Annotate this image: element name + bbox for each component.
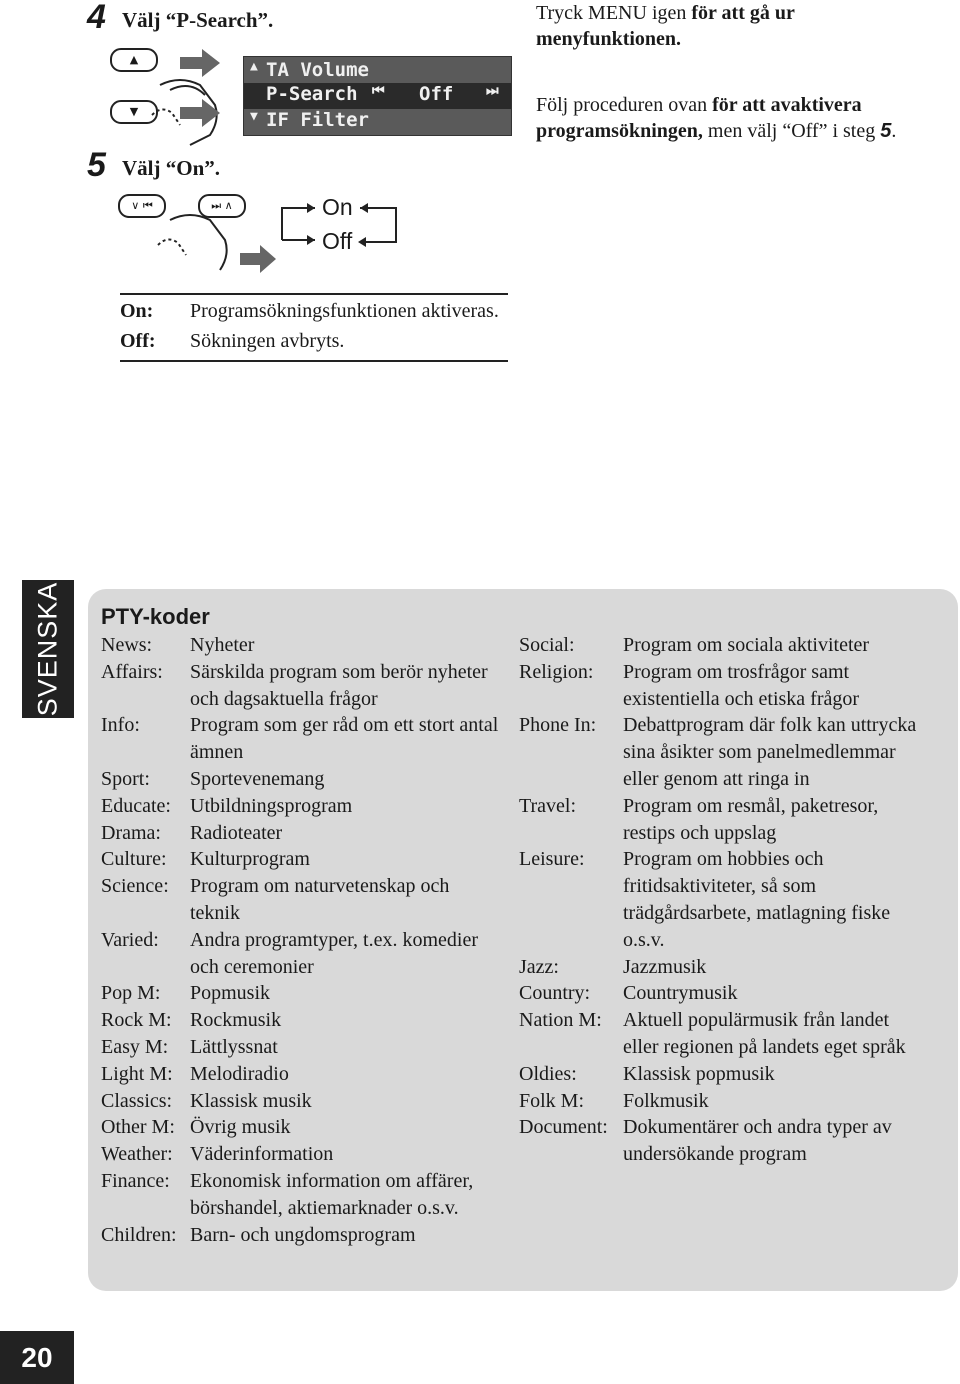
pty-row	[519, 980, 924, 1007]
pty-code: Educate:	[101, 794, 171, 817]
on-off-definitions	[120, 293, 508, 362]
note-text: men välj “Off” i steg	[702, 120, 881, 142]
setting-value: Off	[419, 83, 454, 105]
lcd-display	[243, 56, 512, 136]
scroll-down-icon: ▼	[250, 109, 258, 124]
step-reference: 5	[880, 120, 892, 142]
pty-row	[519, 1114, 924, 1168]
pty-description: Barn- och ungdomsprogram	[190, 1223, 416, 1246]
pty-row	[101, 712, 501, 766]
pty-code: Science:	[101, 875, 169, 898]
pty-code: Culture:	[101, 848, 167, 871]
toggle-on-label: On	[322, 194, 353, 220]
pty-code: Folk M:	[519, 1089, 585, 1112]
pty-description: Särskilda program som berör nyheter och dagsaktuella frågor	[190, 660, 488, 710]
deactivate-note	[536, 92, 941, 144]
pty-row	[101, 980, 501, 1007]
pty-description: Program om hobbies och fritidsaktiviteter, så som trädgårdsarbete, matlagning fiske o.s.v.	[623, 848, 891, 951]
pty-code: Info:	[101, 714, 140, 737]
step-5-number: 5	[87, 146, 106, 184]
pty-description: Debattprogram där folk kan uttrycka sina åsikter som panelmedlemmar eller genom att ringa in	[623, 714, 917, 790]
pty-code: Religion:	[519, 660, 594, 683]
pty-description: Program om trosfrågor samt existentiella och etiska frågor	[623, 660, 860, 710]
pty-code: Rock M:	[101, 1009, 172, 1032]
menu-item-ta-volume: TA Volume	[266, 59, 369, 81]
scroll-up-icon: ▲	[250, 59, 258, 74]
pty-row	[519, 793, 924, 847]
divider	[120, 360, 508, 362]
pty-row	[101, 1141, 501, 1168]
pty-left-column	[101, 632, 501, 1248]
language-tab	[22, 580, 74, 718]
previous-button[interactable]: ∨ ⏮	[118, 194, 166, 218]
pty-code: Light M:	[101, 1062, 173, 1085]
pty-row	[101, 766, 501, 793]
pty-description: Klassisk musik	[190, 1089, 312, 1112]
next-button[interactable]: ⏭ ∧	[198, 194, 246, 218]
definition-value: Programsökningsfunktionen aktiveras.	[190, 300, 499, 322]
note-text: Tryck MENU igen	[536, 2, 692, 24]
definition-value: Sökningen avbryts.	[190, 330, 345, 352]
pty-right-column	[519, 632, 924, 1168]
pty-row	[101, 659, 501, 713]
divider	[120, 293, 508, 295]
pty-code: Varied:	[101, 928, 159, 951]
pty-description: Övrig musik	[190, 1116, 291, 1139]
pty-code: News:	[101, 634, 153, 656]
hand-press-icon	[150, 205, 280, 280]
pty-description: Popmusik	[190, 982, 271, 1005]
pty-description: Kulturprogram	[190, 848, 310, 871]
pty-description: Countrymusik	[623, 982, 738, 1005]
pty-description: Nyheter	[190, 634, 255, 656]
pty-code: Weather:	[101, 1143, 173, 1166]
definition-row	[120, 297, 508, 326]
pty-code: Social:	[519, 634, 575, 656]
pty-code: Oldies:	[519, 1062, 577, 1085]
pty-row	[519, 954, 924, 981]
pty-code: Affairs:	[101, 660, 163, 683]
pty-description: Program om sociala aktiviteter	[623, 634, 870, 656]
pty-row	[101, 873, 501, 927]
pty-row	[101, 1168, 501, 1222]
note-bold-text: för att gå ur menyfunktionen.	[536, 2, 795, 50]
pty-description: Ekonomisk information om affärer, börshandel, aktiemarknader o.s.v.	[190, 1169, 474, 1219]
pty-row	[101, 1007, 501, 1034]
definition-row	[120, 327, 508, 356]
pty-row	[519, 1061, 924, 1088]
note-text: .	[891, 120, 897, 142]
pty-description: Jazzmusik	[623, 955, 707, 978]
skip-back-icon: ⏮	[372, 83, 385, 99]
pty-code: Phone In:	[519, 714, 597, 737]
pty-description: Program om naturvetenskap och teknik	[190, 875, 450, 924]
pty-title: PTY-koder	[101, 604, 210, 629]
note-text: Följ proceduren ovan	[536, 94, 713, 116]
pty-code: Travel:	[519, 794, 577, 817]
pty-description: Radioteater	[190, 821, 283, 844]
pty-description: Klassisk popmusik	[623, 1062, 775, 1085]
pty-description: Lättlyssnat	[190, 1035, 278, 1058]
page-number: 20	[0, 1331, 74, 1384]
pty-row	[101, 1222, 501, 1249]
menu-item-p-search: P-Search	[266, 83, 358, 105]
up-button[interactable]: ▲	[110, 48, 158, 72]
pty-row	[519, 712, 924, 792]
pty-row	[101, 927, 501, 981]
pty-description: Andra programtyper, t.ex. komedier och ceremonier	[190, 928, 478, 978]
pty-code: Other M:	[101, 1116, 175, 1139]
menu-item-if-filter: IF Filter	[266, 109, 369, 131]
pty-row	[101, 1088, 501, 1115]
pty-description: Dokumentärer och andra typer av undersökande program	[623, 1116, 892, 1166]
pty-row	[519, 632, 924, 659]
pty-description: Sportevenemang	[190, 767, 325, 790]
pty-row	[101, 793, 501, 820]
pty-code: Jazz:	[519, 955, 559, 978]
pty-row	[519, 659, 924, 713]
pty-row	[519, 1088, 924, 1115]
skip-forward-icon: ⏭	[486, 83, 499, 99]
pty-row	[519, 846, 924, 953]
pty-code: Document:	[519, 1116, 608, 1139]
definition-key: On:	[120, 300, 154, 322]
pty-description: Aktuell populärmusik från landet eller regionen på landets eget språk	[623, 1009, 906, 1058]
pty-description: Väderinformation	[190, 1143, 334, 1166]
pty-code: Finance:	[101, 1169, 170, 1192]
pty-code: Leisure:	[519, 848, 585, 871]
pty-code: Country:	[519, 982, 591, 1005]
pty-row	[101, 632, 501, 659]
pty-row	[101, 820, 501, 847]
pty-code: Drama:	[101, 821, 161, 844]
exit-menu-note	[536, 0, 936, 52]
pty-code: Easy M:	[101, 1035, 169, 1058]
pty-code: Sport:	[101, 767, 150, 790]
pty-description: Melodiradio	[190, 1062, 289, 1085]
pty-code: Nation M:	[519, 1009, 602, 1032]
pty-code: Pop M:	[101, 982, 161, 1005]
definition-key: Off:	[120, 330, 156, 352]
pty-row	[101, 1034, 501, 1061]
pty-code: Classics:	[101, 1089, 173, 1112]
language-tab-label: SVENSKA	[32, 581, 63, 717]
pty-description: Utbildningsprogram	[190, 794, 353, 817]
pty-code: Children:	[101, 1223, 177, 1246]
pty-row	[101, 846, 501, 873]
pty-description: Program om resmål, paketresor, restips och uppslag	[623, 794, 879, 844]
pty-row	[101, 1114, 501, 1141]
down-button[interactable]: ▼	[110, 100, 158, 124]
hand-press-icon	[140, 45, 250, 150]
note-bold-text: för att avaktivera programsökningen,	[536, 94, 862, 142]
pty-description: Program som ger råd om ett stort antal ämnen	[190, 714, 499, 764]
pty-description: Rockmusik	[190, 1009, 282, 1032]
step-5-text: Välj “On”.	[122, 156, 221, 180]
toggle-off-label: Off	[322, 228, 353, 254]
step-4-number: 4	[87, 0, 106, 36]
pty-row	[101, 1061, 501, 1088]
pty-row	[519, 1007, 924, 1061]
step-4-text: Välj “P-Search”.	[122, 8, 274, 32]
pty-description: Folkmusik	[623, 1089, 709, 1112]
